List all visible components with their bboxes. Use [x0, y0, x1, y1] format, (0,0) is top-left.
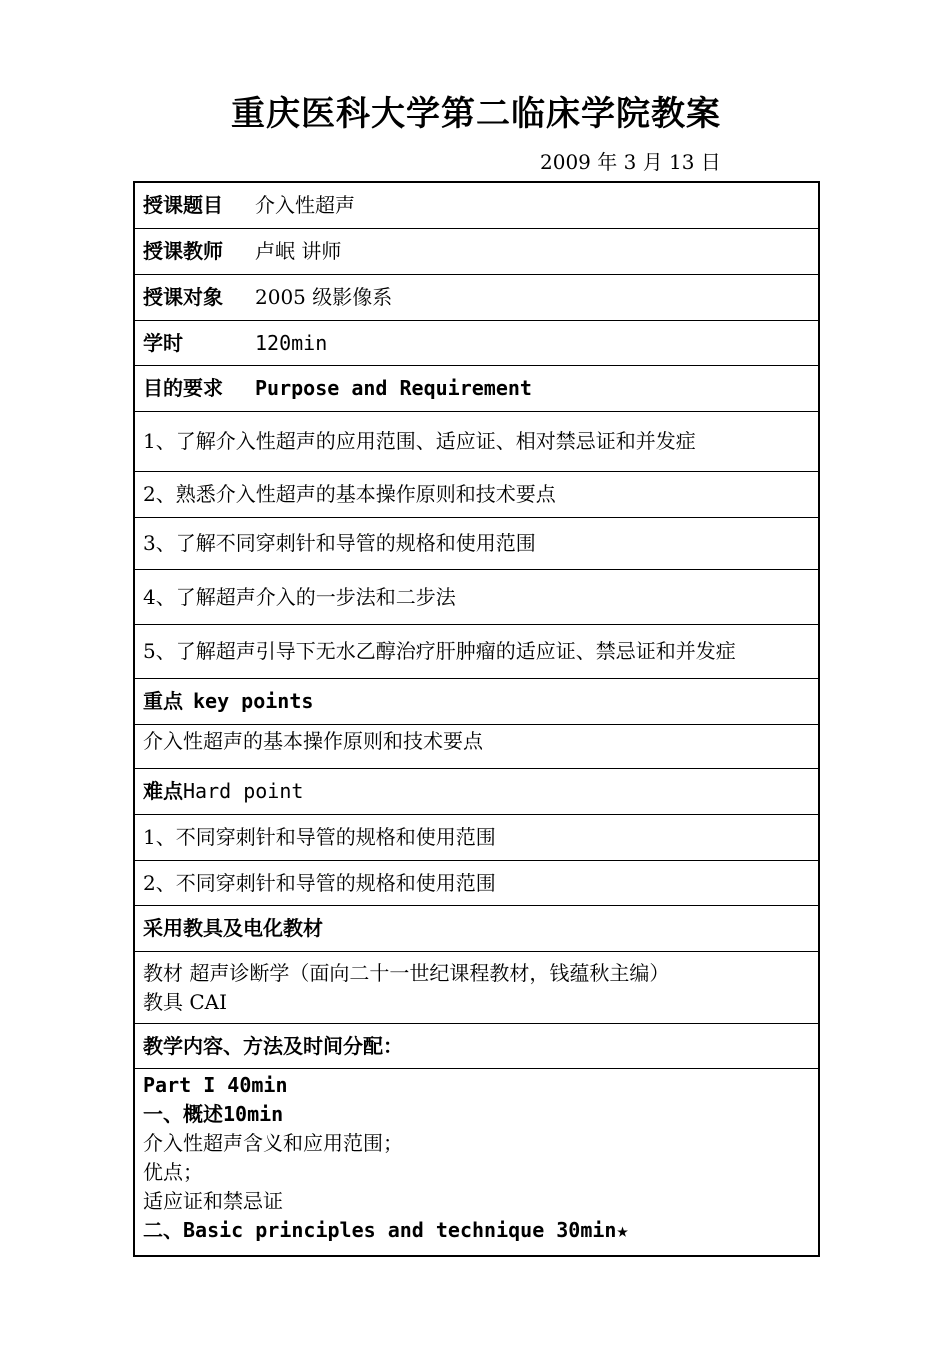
objectives-label: 目的要求 — [143, 376, 223, 400]
objective-item — [135, 518, 818, 570]
objective-item — [135, 570, 818, 625]
hard-point-item — [135, 861, 818, 906]
materials-textbook: 教材 超声诊断学（面向二十一世纪课程教材，钱蕴秋主编） — [143, 960, 670, 985]
hard-points-label-en: Hard point — [183, 779, 304, 803]
teacher-row — [135, 229, 818, 275]
section-one-heading — [143, 1100, 810, 1129]
objective-item — [135, 625, 818, 679]
content-label: 教学内容、方法及时间分配： — [143, 1033, 403, 1058]
key-points-content: 介入性超声的基本操作原则和技术要点 — [143, 729, 483, 753]
content-header-row — [135, 1024, 818, 1069]
key-points-content-row — [135, 725, 818, 769]
objective-item-text: 5、了解超声引导下无水乙醇治疗肝肿瘤的适应证、禁忌证和并发症 — [143, 639, 736, 663]
content-line: 介入性超声含义和应用范围； — [143, 1131, 403, 1155]
section-two-heading: 二、Basic principles and technique 30min★ — [143, 1218, 629, 1242]
topic-value: 介入性超声 — [255, 193, 355, 217]
teacher-label: 授课教师 — [143, 239, 223, 263]
hard-points-header-row — [135, 769, 818, 815]
key-points-label-en: key points — [193, 689, 314, 713]
hours-label: 学时 — [143, 330, 183, 355]
topic-label: 授课题目 — [143, 193, 223, 217]
objective-item-text: 3、了解不同穿刺针和导管的规格和使用范围 — [143, 531, 536, 555]
section-one-title: 一、概述 — [143, 1102, 223, 1126]
objective-item — [135, 472, 818, 518]
page-title: 重庆医科大学第二临床学院教案 — [231, 94, 721, 134]
audience-label: 授课对象 — [143, 285, 223, 309]
materials-aids: 教具 CAI — [143, 989, 228, 1014]
lesson-date: 2009 年 3 月 13 日 — [540, 150, 721, 174]
key-points-label: 重点 — [143, 689, 183, 713]
audience-value: 2005 级影像系 — [255, 285, 393, 309]
objectives-label-en: Purpose and Requirement — [255, 376, 532, 400]
materials-content-row — [135, 952, 818, 1024]
audience-row — [135, 275, 818, 321]
section-one-time: 10min — [223, 1102, 284, 1126]
materials-label: 采用教具及电化教材 — [143, 916, 323, 940]
hard-point-text: 1、不同穿刺针和导管的规格和使用范围 — [143, 825, 496, 849]
teacher-value: 卢岷 讲师 — [255, 239, 342, 263]
lesson-plan-table — [133, 181, 820, 1257]
objective-item — [135, 412, 818, 472]
content-line: 优点； — [143, 1160, 203, 1184]
hard-points-label: 难点 — [143, 779, 183, 803]
hours-row — [135, 321, 818, 366]
materials-content — [143, 959, 810, 1017]
key-points-header-row — [135, 679, 818, 725]
objective-item-text: 2、熟悉介入性超声的基本操作原则和技术要点 — [143, 482, 556, 506]
content-body-row — [135, 1069, 818, 1255]
objective-item-text: 4、了解超声介入的一步法和二步法 — [143, 584, 456, 609]
hours-value: 120min — [255, 330, 328, 355]
hard-point-item — [135, 815, 818, 861]
objective-item-text: 1、了解介入性超声的应用范围、适应证、相对禁忌证和并发症 — [143, 429, 696, 453]
content-line: 适应证和禁忌证 — [143, 1189, 283, 1213]
materials-header-row — [135, 906, 818, 952]
topic-row — [135, 183, 818, 229]
part-one-heading: Part I 40min — [143, 1073, 288, 1097]
content-body — [143, 1071, 810, 1245]
hard-point-text: 2、不同穿刺针和导管的规格和使用范围 — [143, 870, 496, 895]
objectives-header-row — [135, 366, 818, 412]
